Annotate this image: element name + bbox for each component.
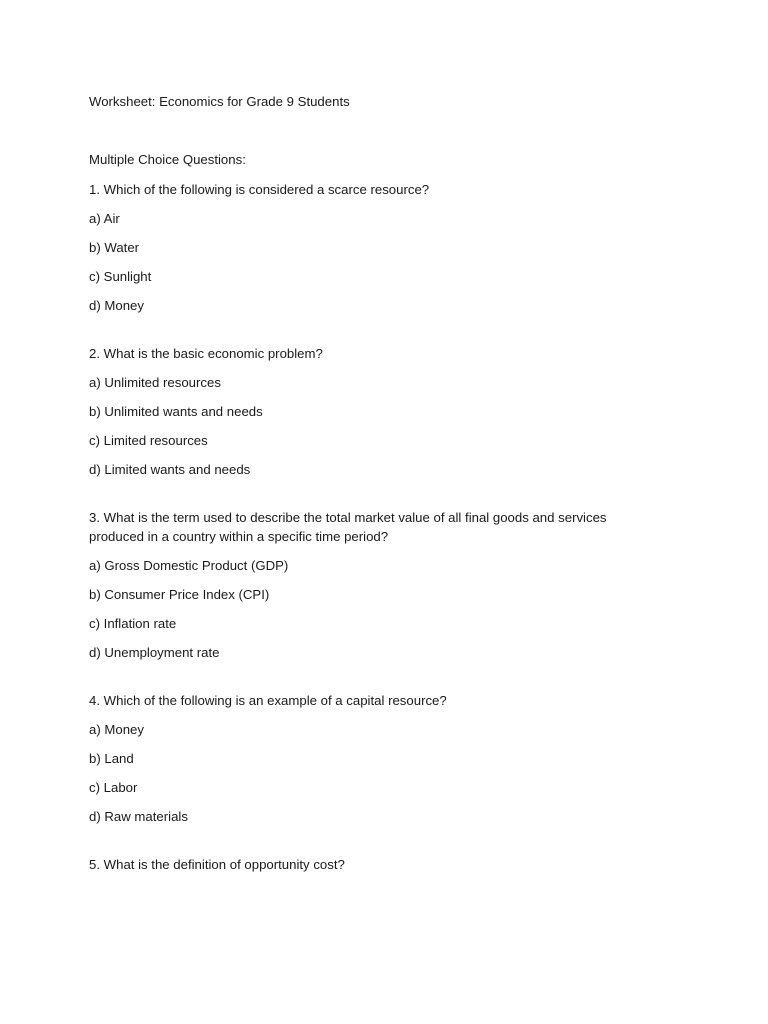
answer-option: a) Unlimited resources <box>89 375 221 390</box>
question-text: 2. What is the basic economic problem? <box>89 346 323 361</box>
worksheet-title: Worksheet: Economics for Grade 9 Students <box>89 94 350 109</box>
answer-option: b) Land <box>89 751 134 766</box>
question-block-5 <box>89 855 649 874</box>
worksheet-page <box>89 92 649 884</box>
answer-option: b) Water <box>89 240 140 255</box>
answer-option: b) Consumer Price Index (CPI) <box>89 587 270 602</box>
answer-option: a) Gross Domestic Product (GDP) <box>89 558 289 573</box>
question-text: 1. Which of the following is considered a scarce resource? <box>89 182 430 197</box>
answer-option: d) Unemployment rate <box>89 645 220 660</box>
answer-option: d) Limited wants and needs <box>89 462 251 477</box>
answer-option: c) Limited resources <box>89 433 208 448</box>
question-text: 3. What is the term used to describe the total market value of all final goods and services produced in a country within a specific time period? <box>89 510 611 544</box>
answer-option: d) Raw materials <box>89 809 188 824</box>
answer-option: c) Sunlight <box>89 269 152 284</box>
answer-option: c) Labor <box>89 780 138 795</box>
question-block-1 <box>89 180 649 315</box>
answer-option: c) Inflation rate <box>89 616 177 631</box>
answer-option: a) Air <box>89 211 120 226</box>
question-text: 4. Which of the following is an example of a capital resource? <box>89 693 447 708</box>
section-heading: Multiple Choice Questions: <box>89 152 246 167</box>
question-block-4 <box>89 691 649 826</box>
answer-option: b) Unlimited wants and needs <box>89 404 263 419</box>
question-block-2 <box>89 344 649 479</box>
answer-option: a) Money <box>89 722 144 737</box>
answer-option: d) Money <box>89 298 144 313</box>
question-block-3 <box>89 508 649 662</box>
question-text: 5. What is the definition of opportunity cost? <box>89 857 345 872</box>
